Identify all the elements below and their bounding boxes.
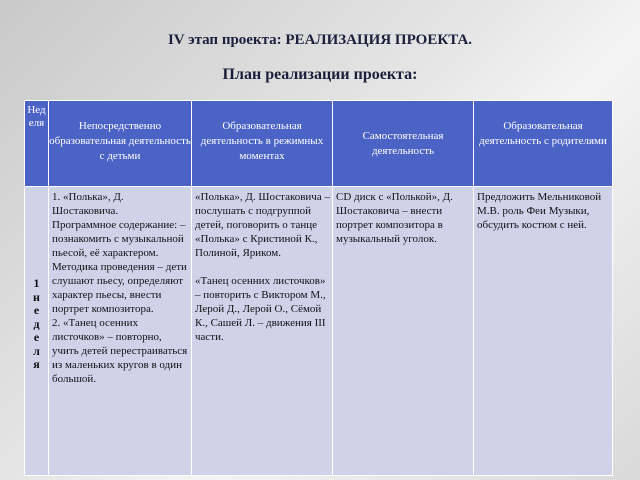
cell-independent-activity-text: CD диск с «Полькой», Д. Шостаковича – внести портрет композитора в музыкальный уголок.	[336, 191, 453, 245]
cell-parents-activity-text: Предложить Мельниковой М.В. роль Феи Музыки, обсудить костюм с ней.	[477, 191, 602, 231]
page-title: IV этап проекта: РЕАЛИЗАЦИЯ ПРОЕКТА.	[167, 32, 473, 48]
week-label: 1 неделя	[33, 276, 40, 371]
table-header-row	[25, 101, 613, 187]
header-week-label: Неделя	[27, 104, 46, 129]
header-parents-activity-label: Образовательная деятельность с родителями	[479, 120, 607, 147]
cell-direct-activity-text: 1. «Полька», Д. Шостаковича. Программное содержание: – познакомить с музыкальной пьесой, её характером. Методика проведения – дети слушают пьесу, определяют характер пьесы, внести портрет композитора. 2. «Танец осенних листочков» – повторно, учить детей перестраиваться из маленьких кругов в один большой.	[52, 191, 188, 385]
table-cell	[192, 187, 333, 476]
table-row	[25, 187, 613, 476]
page-subtitle: План реализации проекта:	[222, 66, 418, 83]
plan-table	[24, 100, 613, 476]
header-week	[25, 101, 49, 187]
week-cell	[25, 187, 49, 476]
header-routine-activity-label: Образовательная деятельность в режимных моментах	[200, 120, 324, 162]
header-independent-activity	[333, 101, 474, 187]
header-routine-activity	[192, 101, 333, 187]
header-independent-activity-label: Самостоятельная деятельность	[362, 130, 444, 157]
header-parents-activity	[474, 101, 613, 187]
header-direct-activity	[49, 101, 192, 187]
table-cell	[333, 187, 474, 476]
table-cell	[474, 187, 613, 476]
header-direct-activity-label: Непосредственно образовательная деятельность с детьми	[49, 120, 191, 162]
table-cell	[49, 187, 192, 476]
cell-routine-activity-text: «Полька», Д. Шостаковича – послушать с подгруппой детей, поговорить о танце «Полька» с Кристиной К., Полиной, Яриком. «Танец осенних листочков» – повторить с Виктором М., Лерой Д., Лерой О., Сёмой К., Сашей Л. – движения III части.	[195, 191, 330, 343]
